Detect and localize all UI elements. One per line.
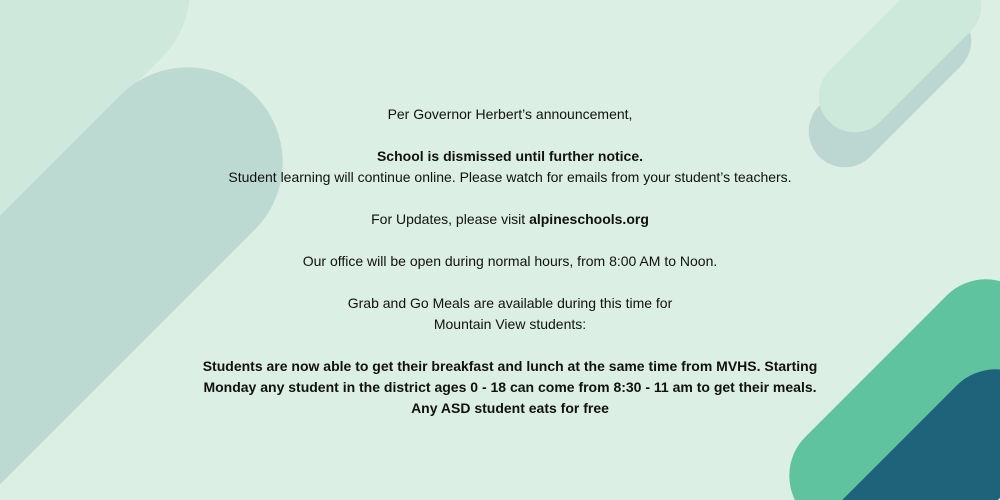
office-hours: Our office will be open during normal hours, from 8:00 AM to Noon. xyxy=(302,253,718,269)
online-learning-note: Student learning will continue online. Please watch for emails from your student’s teachers. xyxy=(228,169,792,185)
announcement-intro: Per Governor Herbert’s announcement, xyxy=(387,106,633,122)
meals-detail-line3: Any ASD student eats for free xyxy=(411,400,609,416)
meals-intro-line2: Mountain View students: xyxy=(433,316,587,332)
meals-detail-line1: Students are now able to get their breakfast and lunch at the same time from MVHS. Starting xyxy=(202,358,818,374)
updates-link[interactable]: alpineschools.org xyxy=(529,211,649,227)
announcement-text xyxy=(100,104,920,419)
meals-detail-line2: Monday any student in the district ages 0 - 18 can come from 8:30 - 11 am to get their meals. xyxy=(203,379,817,395)
updates-line xyxy=(100,209,920,230)
meals-intro-line1: Grab and Go Meals are available during this time for xyxy=(347,295,673,311)
dismissal-headline: School is dismissed until further notice. xyxy=(376,148,644,164)
updates-prefix: For Updates, please visit xyxy=(371,211,530,227)
